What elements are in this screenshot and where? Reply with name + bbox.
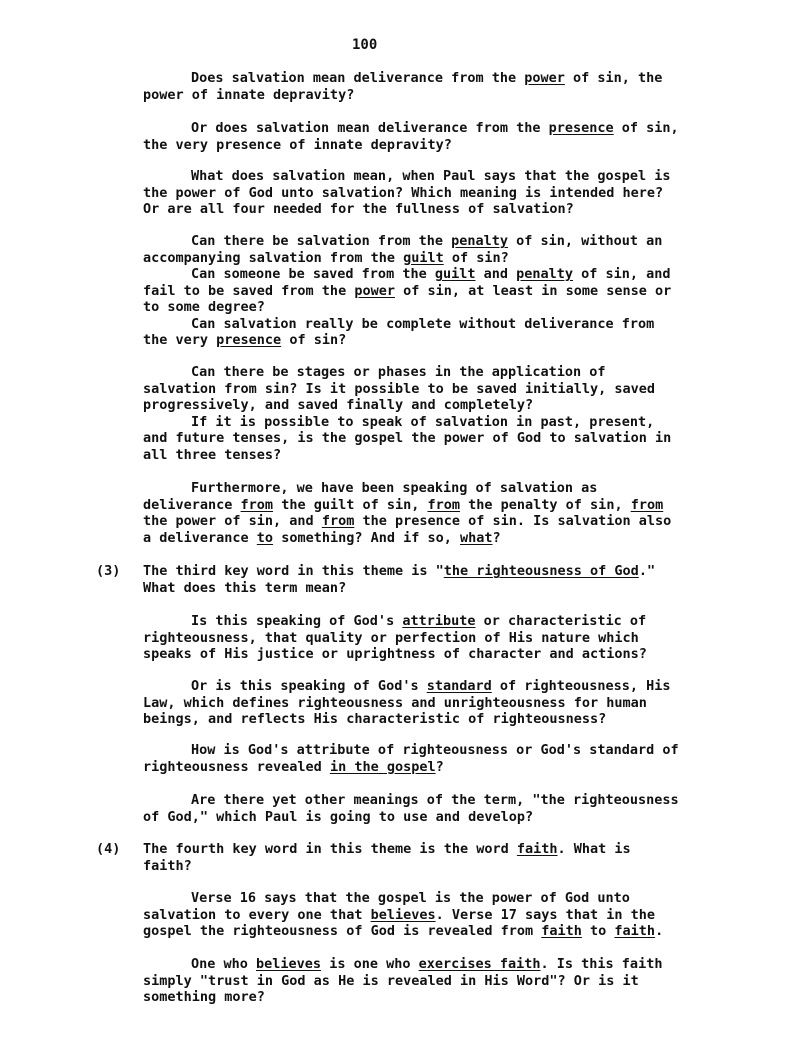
text-line: If it is possible to speak of salvation in past, present, (191, 413, 655, 430)
underlined-term: from (630, 496, 664, 513)
text-line: How is God's attribute of righteousness or God's standard of (191, 742, 679, 758)
text-line: Can salvation really be complete without deliverance from (191, 315, 655, 332)
text-line: and future tenses, is the gospel the power of God to salvation in (143, 430, 672, 446)
underlined-term: faith (541, 923, 582, 939)
text-line: What does this term mean? (143, 579, 347, 596)
paragraph (143, 480, 671, 546)
text-line: the power of sin, and from the presence of sin. Is salvation also (143, 513, 672, 529)
underlined-term: guilt (403, 249, 444, 266)
text-line: the very presence of sin? (143, 332, 347, 348)
underlined-term: from (427, 496, 461, 513)
underlined-term: presence (216, 332, 282, 348)
underlined-term: penalty (516, 266, 574, 282)
underlined-term: presence (548, 120, 614, 136)
text-line: simply "trust in God as He is revealed in His Word"? Or is it (143, 972, 639, 989)
paragraph (143, 742, 679, 775)
paragraph (143, 168, 671, 218)
paragraph (143, 890, 663, 940)
text-line: The third key word in this theme is "the righteousness of God." (143, 563, 656, 579)
text-line: the power of God unto salvation? Which meaning is intended here? (143, 184, 664, 201)
underlined-term: standard (426, 678, 492, 694)
text-line: progressively, and saved finally and completely? (143, 397, 534, 413)
text-line: gospel the righteousness of God is revealed from faith to faith. (143, 923, 664, 939)
text-line: deliverance from the guilt of sin, from the penalty of sin, from (143, 496, 664, 513)
underlined-term: in the gospel (329, 758, 436, 775)
underlined-term: what (460, 529, 493, 546)
text-line: righteousness, that quality or perfection of His nature which (143, 629, 639, 646)
paragraph (143, 956, 662, 1006)
text-line: salvation from sin? Is it possible to be saved initially, saved (143, 380, 656, 397)
text-line: to some degree? (143, 299, 265, 315)
text-line: The fourth key word in this theme is the word faith. What is (143, 841, 631, 857)
item-number: (3) (96, 563, 121, 579)
underlined-term: power (354, 282, 395, 299)
underlined-term: penalty (451, 233, 508, 249)
text-line: Furthermore, we have been speaking of salvation as (191, 480, 598, 496)
text-line: a deliverance to something? And if so, what? (143, 529, 501, 546)
text-line: the very presence of innate depravity? (143, 136, 452, 153)
paragraph (143, 678, 671, 728)
paragraph (143, 70, 662, 103)
underlined-term: the righteousness of God (443, 563, 639, 579)
text-line: Or does salvation mean deliverance from the presence of sin, (191, 120, 679, 136)
text-line: Does salvation mean deliverance from the power of sin, the (191, 70, 663, 86)
paragraph (143, 792, 679, 825)
underlined-term: faith (516, 841, 558, 857)
text-line: all three tenses? (143, 446, 282, 463)
text-line: Can there be salvation from the penalty of sin, without an (191, 233, 663, 249)
text-line: Can someone be saved from the guilt and penalty of sin, and (191, 266, 671, 282)
paragraph (143, 613, 647, 663)
page-number: 100 (352, 37, 378, 53)
underlined-term: believes (256, 956, 322, 972)
text-line: speaks of His justice or uprightness of character and actions? (143, 646, 647, 662)
text-line: Or are all four needed for the fullness of salvation? (143, 201, 574, 217)
text-line: salvation to every one that believes. Verse 17 says that in the (143, 906, 656, 923)
underlined-term: attribute (402, 613, 476, 629)
paragraph (143, 233, 671, 349)
text-line: Law, which defines righteousness and unrighteousness for human (143, 694, 647, 711)
text-line: Can there be stages or phases in the application of (191, 364, 606, 380)
text-line: What does salvation mean, when Paul says that the gospel is (191, 168, 671, 184)
underlined-term: guilt (434, 266, 476, 282)
underlined-term: believes (370, 906, 436, 923)
underlined-term: to (256, 529, 274, 546)
text-line: Or is this speaking of God's standard of righteousness, His (191, 678, 671, 694)
numbered-paragraph (96, 841, 631, 874)
item-number: (4) (96, 841, 121, 857)
text-line: accompanying salvation from the guilt of sin? (143, 249, 509, 266)
text-line: fail to be saved from the power of sin, at least in some sense or (143, 282, 672, 299)
text-line: beings, and reflects His characteristic of righteousness? (143, 711, 607, 727)
text-line: righteousness revealed in the gospel? (143, 758, 444, 775)
underlined-term: from (240, 496, 274, 513)
underlined-term: exercises faith (418, 956, 541, 972)
text-line: of God," which Paul is going to use and develop? (143, 808, 534, 825)
underlined-term: faith (614, 923, 656, 939)
paragraph (143, 120, 679, 153)
numbered-paragraph (96, 563, 656, 596)
paragraph (143, 364, 671, 463)
text-line: Are there yet other meanings of the term, "the righteousness (191, 792, 679, 808)
underlined-term: from (321, 513, 355, 529)
text-line: Is this speaking of God's attribute or characteristic of (191, 613, 647, 629)
text-line: power of innate depravity? (143, 86, 355, 103)
underlined-term: power (524, 70, 565, 86)
text-line: something more? (143, 989, 265, 1005)
text-line: Verse 16 says that the gospel is the power of God unto (191, 890, 630, 906)
text-line: One who believes is one who exercises faith. Is this faith (191, 956, 663, 972)
text-line: faith? (143, 857, 192, 874)
